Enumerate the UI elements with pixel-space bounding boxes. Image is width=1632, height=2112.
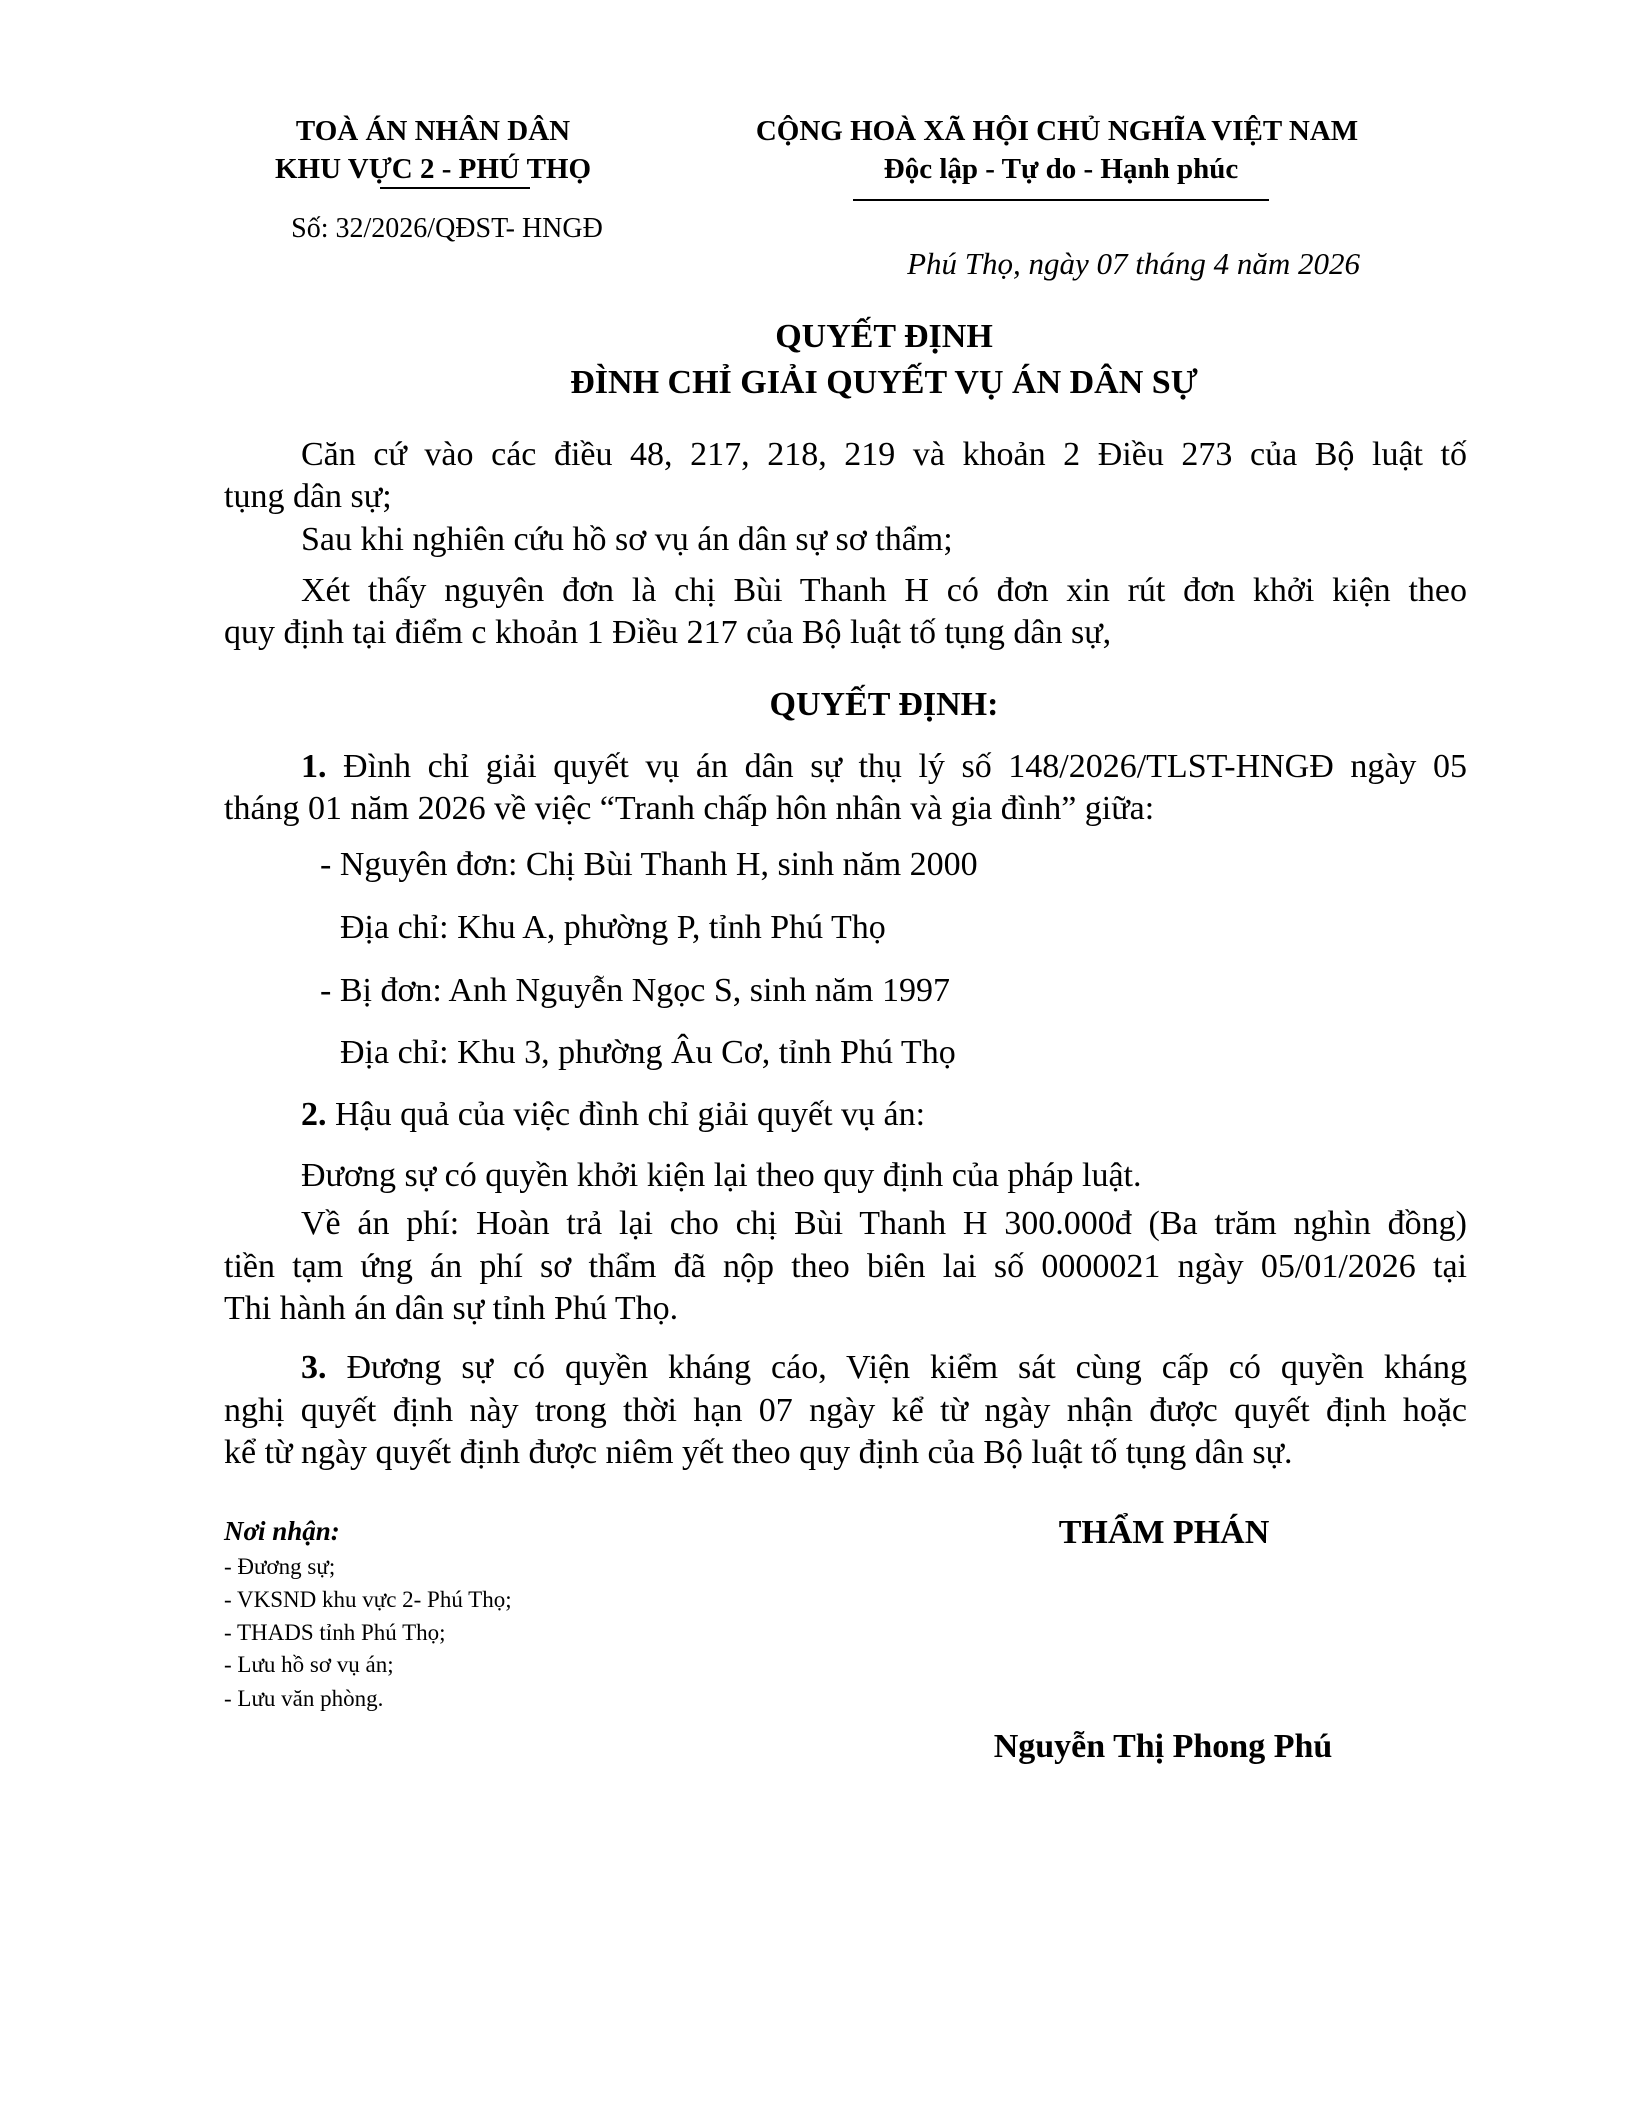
court-line2: KHU VỰC 2 - PHÚ THỌ — [274, 153, 592, 185]
preamble-line: tụng dân sự; — [224, 478, 392, 515]
item2-line2: Đương sự có quyền khởi kiện lại theo quy định của pháp luật. — [301, 1157, 1142, 1194]
item-text: Đương sự có quyền kháng cáo, Viện kiểm sát cùng cấp có quyền kháng — [326, 1349, 1467, 1386]
motto-underline — [853, 199, 1269, 201]
item-number: 3. — [301, 1349, 327, 1386]
item-number: 2. — [301, 1096, 327, 1133]
defendant-address: Địa chỉ: Khu 3, phường Âu Cơ, tỉnh Phú Thọ — [340, 1034, 956, 1071]
item1-line1 — [301, 745, 1467, 789]
fee-line1: Về án phí: Hoàn trả lại cho chị Bùi Thanh H 300.000đ (Ba trăm nghìn đồng) — [301, 1205, 1467, 1242]
plaintiff: - Nguyên đơn: Chị Bùi Thanh H, sinh năm 2000 — [320, 846, 978, 883]
recipient-item: - VKSND khu vực 2- Phú Thọ; — [224, 1587, 512, 1612]
fee-line3: Thi hành án dân sự tỉnh Phú Thọ. — [224, 1290, 679, 1327]
item-text: Hậu quả của việc đình chỉ giải quyết vụ án: — [326, 1096, 926, 1133]
preamble-line: quy định tại điểm c khoản 1 Điều 217 của Bộ luật tố tụng dân sự, — [224, 614, 1112, 651]
preamble-line: Sau khi nghiên cứu hồ sơ vụ án dân sự sơ thẩm; — [301, 521, 953, 558]
item-number: 1. — [301, 748, 327, 785]
plaintiff-address: Địa chỉ: Khu A, phường P, tỉnh Phú Thọ — [340, 909, 886, 946]
item-text: Đình chỉ giải quyết vụ án dân sự thụ lý số 148/2026/TLST-HNGĐ ngày 05 — [326, 748, 1467, 785]
item3-line2: nghị quyết định này trong thời hạn 07 ngày kể từ ngày nhận được quyết định hoặc — [224, 1392, 1467, 1429]
court-line1: TOÀ ÁN NHÂN DÂN — [295, 115, 571, 147]
nation-line1: CỘNG HOÀ XÃ HỘI CHỦ NGHĨA VIỆT NAM — [755, 115, 1359, 147]
defendant: - Bị đơn: Anh Nguyễn Ngọc S, sinh năm 1997 — [320, 972, 950, 1009]
item3-line3: kể từ ngày quyết định được niêm yết theo quy định của Bộ luật tố tụng dân sự. — [224, 1434, 1293, 1471]
item3-line1 — [301, 1346, 1467, 1390]
title-line2: ĐÌNH CHỈ GIẢI QUYẾT VỤ ÁN DÂN SỰ — [570, 364, 1198, 401]
fee-line2: tiền tạm ứng án phí sơ thẩm đã nộp theo biên lai số 0000021 ngày 05/01/2026 tại — [224, 1248, 1467, 1285]
recipient-item: - Lưu văn phòng. — [224, 1686, 384, 1711]
recipient-item: - THADS tỉnh Phú Thọ; — [224, 1620, 446, 1645]
nation-line2: Độc lập - Tự do - Hạnh phúc — [883, 153, 1239, 185]
signer-role: THẨM PHÁN — [1058, 1514, 1270, 1551]
preamble-line: Xét thấy nguyên đơn là chị Bùi Thanh H có đơn xin rút đơn khởi kiện theo — [301, 572, 1467, 609]
title-line1: QUYẾT ĐỊNH — [775, 318, 993, 355]
signer-name: Nguyễn Thị Phong Phú — [993, 1728, 1333, 1765]
recipient-item: - Lưu hồ sơ vụ án; — [224, 1652, 394, 1677]
recipients-heading: Nơi nhận: — [224, 1516, 340, 1546]
document-number: Số: 32/2026/QĐST- HNGĐ — [291, 213, 603, 244]
place-date: Phú Thọ, ngày 07 tháng 4 năm 2026 — [907, 246, 1360, 281]
decision-heading: QUYẾT ĐỊNH: — [769, 686, 999, 723]
preamble-line: Căn cứ vào các điều 48, 217, 218, 219 và khoản 2 Điều 273 của Bộ luật tố — [301, 436, 1467, 473]
item1-line2: tháng 01 năm 2026 về việc “Tranh chấp hôn nhân và gia đình” giữa: — [224, 790, 1155, 827]
recipient-item: - Đương sự; — [224, 1554, 336, 1579]
item2-line1 — [301, 1093, 925, 1137]
court-underline — [380, 187, 530, 189]
